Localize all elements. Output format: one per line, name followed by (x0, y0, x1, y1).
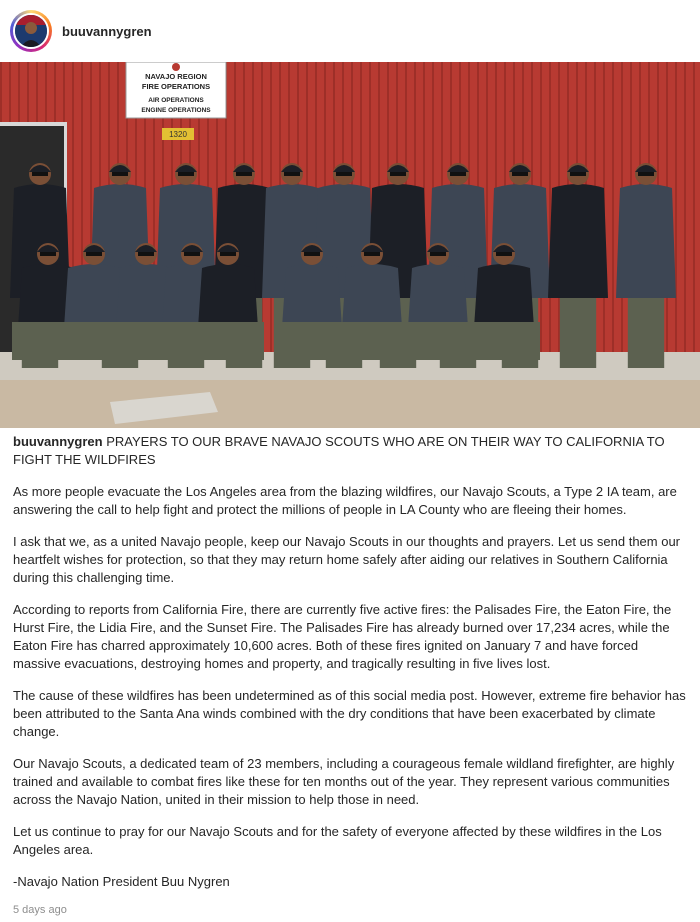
post-username[interactable]: buuvannygren (62, 23, 152, 39)
caption-username[interactable]: buuvannygren (13, 434, 103, 449)
sign-line-3: AIR OPERATIONS (148, 97, 204, 104)
caption-paragraph: Our Navajo Scouts, a dedicated team of 23 members, including a courageous female wildland firefighter, are highly trained and available to combat fires like these for ten months out of the year. They represent various communities across the Navajo Nation, united in their mission to help those in need. (13, 756, 675, 807)
building-number: 1320 (169, 130, 187, 139)
avatar-image (13, 13, 49, 49)
firefighter-team (10, 163, 676, 368)
caption-paragraph: As more people evacuate the Los Angeles area from the blazing wildfires, our Navajo Scouts, a Type 2 IA team, are answering the call to help fight and protect the millions of people in LA County who are fleeing their homes. (13, 484, 677, 517)
caption-paragraph: According to reports from California Fire, there are currently five active fires: the Palisades Fire, the Eaton Fire, the Hurst Fire, the Lidia Fire, and the Sunset Fire. The Palisades Fire has already burned over 17,234 acres, while the Eaton Fire has charred approximately 10,600 acres. Both of these fires ignited on January 7 and have forced massive evacuations, destroying homes and property, and tragically resulting in five lives lost. (13, 602, 672, 671)
post-timestamp[interactable]: 5 days ago (13, 904, 67, 916)
post-photo[interactable] (0, 62, 700, 428)
caption-paragraph: Let us continue to pray for our Navajo Scouts and for the safety of everyone affected by these wildfires in the Los Angeles area. (13, 824, 662, 857)
sign (126, 62, 226, 118)
sign-line-1: NAVAJO REGION (145, 72, 207, 81)
team-photo-illustration (0, 62, 700, 428)
caption-paragraph: I ask that we, as a united Navajo people, keep our Navajo Scouts in our thoughts and prayers. Let us send them our heartfelt wishes for protection, so that they may return home safely after aiding our relatives in Southern California during this challenging time. (13, 534, 681, 585)
post-caption (13, 433, 689, 905)
ground (0, 380, 700, 428)
avatar[interactable] (10, 10, 52, 52)
sign-line-2: FIRE OPERATIONS (141, 82, 211, 91)
caption-paragraph: The cause of these wildfires has been undetermined as of this social media post. However, extreme fire behavior has been attributed to the Santa Ana winds combined with the dry conditions that have been exacerbated by climate change. (13, 688, 686, 739)
caption-headline (13, 433, 689, 469)
sign-line-4: ENGINE OPERATIONS (141, 107, 211, 114)
caption-signature: -Navajo Nation President Buu Nygren (13, 874, 230, 889)
post-header (0, 0, 700, 62)
caption-headline-text: PRAYERS TO OUR BRAVE NAVAJO SCOUTS WHO ARE ON THEIR WAY TO CALIFORNIA TO FIGHT THE WILDFIRES (13, 434, 665, 467)
